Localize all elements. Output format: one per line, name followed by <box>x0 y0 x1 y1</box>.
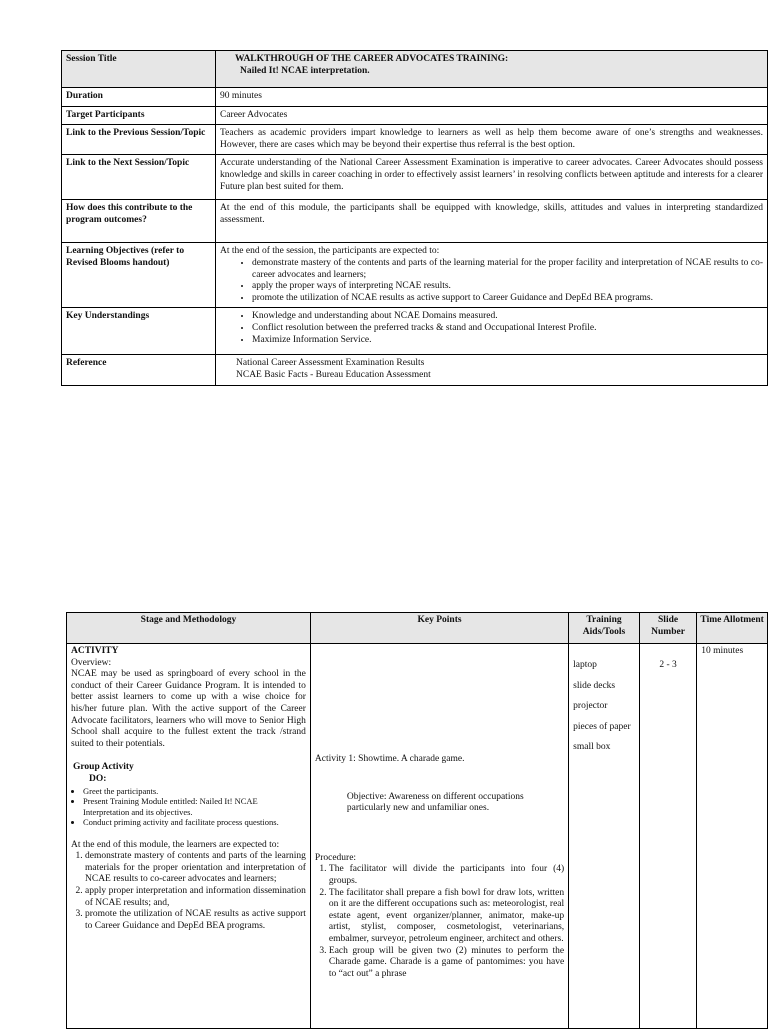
objectives-label: Learning Objectives (refer to Revised Blooms handout) <box>62 243 216 308</box>
aids-cell <box>569 644 640 1029</box>
objectives-list <box>220 258 763 304</box>
header-time: Time Allotment <box>697 613 768 644</box>
reference-item: NCAE Basic Facts - Bureau Education Assessment <box>236 369 431 380</box>
objectives-intro: At the end of the session, the participants are expected to: <box>220 246 440 257</box>
header-slide: Slide Number <box>639 613 696 644</box>
prev-session-row <box>62 125 768 155</box>
reference-label: Reference <box>62 355 216 385</box>
key-points-cell <box>310 644 568 1029</box>
header-aids: Training Aids/Tools <box>569 613 640 644</box>
time-cell <box>697 644 768 1029</box>
methodology-header-row <box>67 613 768 644</box>
aid-item: pieces of paper <box>573 721 631 732</box>
key-understanding-item: • Knowledge and understanding about NCAE Domains measured. <box>252 311 763 323</box>
prev-session-value: Teachers as academic providers impart knowledge to learners as well as help them become aware of one’s strengths and weaknesses. However, there are cases which may be beyond their expertise thus referral is the best option. <box>216 125 768 155</box>
key-understandings-list <box>220 311 763 346</box>
target-label: Target Participants <box>62 106 216 125</box>
session-title <box>216 51 768 88</box>
reference-item: National Career Assessment Examination Results <box>236 358 425 369</box>
group-activity-heading: Group Activity <box>73 762 134 773</box>
key-understanding-item: • Maximize Information Service. <box>252 335 763 347</box>
aid-item: projector <box>573 701 608 712</box>
procedure-item: 2. The facilitator shall prepare a fish bowl for draw lots, written on it are the different occupations such as: meteorologist, real estate agent, event organizer/planner, animator, make-up artist, stylist, composer, cosmetologist, veterinarians, embalmer, surveyor, petroleum engineer, architect and others. <box>329 888 564 946</box>
duration-value: 90 minutes <box>216 88 768 107</box>
objective-item: • promote the utilization of NCAE results as active support to Career Guidance and DepEd BEA programs. <box>252 293 763 305</box>
objectives-cell <box>216 243 768 308</box>
key-understandings-cell <box>216 308 768 355</box>
procedure-label: Procedure: <box>314 852 357 863</box>
contribution-row <box>62 200 768 243</box>
do-item: • Conduct priming activity and facilitate process questions. <box>83 817 306 828</box>
aid-item: small box <box>573 742 611 753</box>
time-allotment: 10 minutes <box>701 646 744 656</box>
activity-objective: Objective: Awareness on different occupations particularly new and unfamiliar ones. <box>346 791 524 814</box>
target-value: Career Advocates <box>216 106 768 125</box>
key-understandings-row <box>62 308 768 355</box>
activity1-title: Activity 1: Showtime. A charade game. <box>314 754 465 764</box>
duration-label: Duration <box>62 88 216 107</box>
end-objective-item: 1. demonstrate mastery of contents and parts of the learning materials for the proper orientation and interpretation of NCAE results to co-career advocates and learners; <box>85 851 306 886</box>
key-understandings-label: Key Understandings <box>62 308 216 355</box>
do-list <box>71 786 306 828</box>
session-info-table <box>61 50 768 386</box>
target-row <box>62 106 768 125</box>
methodology-table <box>66 612 768 1029</box>
session-title-line1: WALKTHROUGH OF THE CAREER ADVOCATES TRAINING: <box>235 54 509 64</box>
reference-cell <box>216 355 768 385</box>
next-session-value: Accurate understanding of the National Career Assessment Examination is imperative to career advocates. Career Advocates should possess knowledge and skills in career coaching in order to effectively assist learners’ in resolving conflicts between aptitude and interests for a clearer Future plan best suited for them. <box>216 155 768 200</box>
header-key-points: Key Points <box>310 613 568 644</box>
aid-item: slide decks <box>573 680 616 691</box>
next-session-row <box>62 155 768 200</box>
end-intro: At the end of this module, the learners are expected to: <box>71 839 280 850</box>
stage-cell <box>67 644 311 1029</box>
key-understanding-item: • Conflict resolution between the preferred tracks & stand and Occupational Interest Profile. <box>252 323 763 335</box>
slide-cell <box>639 644 696 1029</box>
duration-row <box>62 88 768 107</box>
aid-item: laptop <box>573 660 597 670</box>
activity-heading: ACTIVITY <box>71 646 119 656</box>
do-heading: DO: <box>89 773 107 784</box>
end-objectives-list <box>71 851 306 932</box>
end-objective-item: 3. promote the utilization of NCAE results as active support to Career Guidance and DepEd BEA programs. <box>85 909 306 932</box>
end-objective-item: 2. apply proper interpretation and information dissemination of NCAE results; and, <box>85 886 306 909</box>
objective-item: • apply the proper ways of interpreting NCAE results. <box>252 281 763 293</box>
do-item: • Present Training Module entitled: Nailed It! NCAE Interpretation and its objectives. <box>83 796 306 817</box>
contribution-label: How does this contribute to the program outcomes? <box>62 200 216 243</box>
procedure-item: 1. The facilitator will divide the participants into four (4) groups. <box>329 864 564 887</box>
objectives-row <box>62 243 768 308</box>
activity-row <box>67 644 768 1029</box>
session-title-row <box>62 51 768 88</box>
objective-item: • demonstrate mastery of the contents and parts of the learning material for the proper facility and interpretation of NCAE results to co-career advocates and learners; <box>252 258 763 281</box>
procedure-item: 3. Each group will be given two (2) minutes to perform the Charade game. Charade is a game of pantomimes: you have to “act out” a phrase <box>329 946 564 981</box>
header-stage: Stage and Methodology <box>67 613 311 644</box>
slide-number: 2 - 3 <box>659 660 677 670</box>
session-title-line2: Nailed It! NCAE interpretation. <box>240 65 370 76</box>
contribution-value: At the end of this module, the participants shall be equipped with knowledge, skills, attitudes and values in interpreting standardized assessment. <box>216 200 768 243</box>
reference-row <box>62 355 768 385</box>
overview-text: NCAE may be used as springboard of every school in the conduct of their Career Guidance Program. It is intended to better assist learners to come up with a wise choice for his/her future plan. With the active support of the Career Advocate facilitators, learners who will move to Senior High School shall acquire to the fullest extent the track /strand suited to their potentials. <box>71 669 306 749</box>
procedure-list <box>315 864 564 980</box>
prev-session-label: Link to the Previous Session/Topic <box>62 125 216 155</box>
do-item: • Greet the participants. <box>83 786 306 797</box>
session-title-label: Session Title <box>62 51 216 88</box>
aids-list <box>573 660 635 754</box>
next-session-label: Link to the Next Session/Topic <box>62 155 216 200</box>
overview-label: Overview: <box>71 657 112 668</box>
